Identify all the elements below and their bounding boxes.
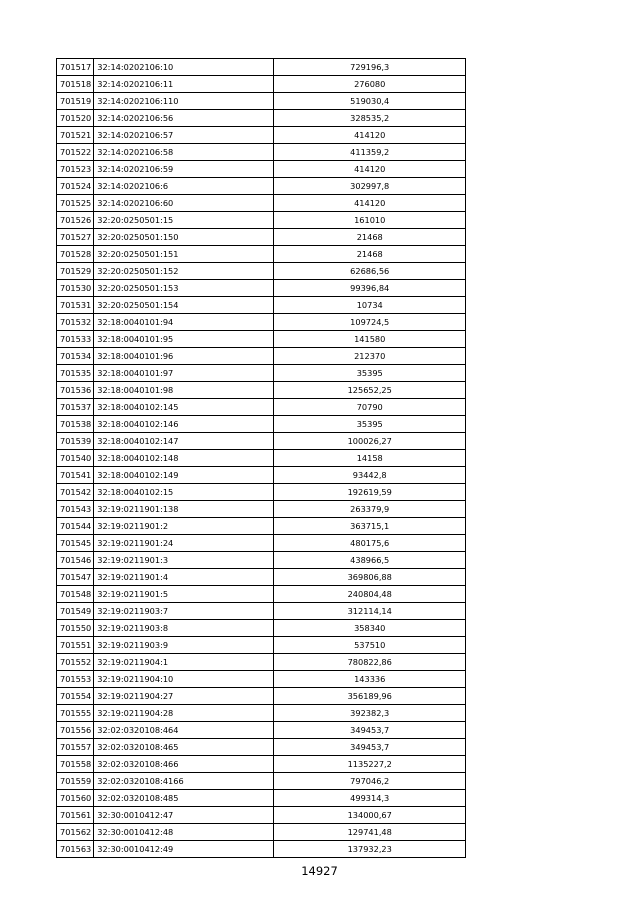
table-row	[57, 841, 466, 858]
value-cell: 240804,48	[274, 586, 466, 603]
value-cell: 93442,8	[274, 467, 466, 484]
table-row	[57, 280, 466, 297]
value-cell: 499314,3	[274, 790, 466, 807]
row-id-cell: 701531	[57, 297, 94, 314]
table-row	[57, 552, 466, 569]
cadastral-number-cell: 32:19:0211901:5	[94, 586, 274, 603]
table-body	[57, 59, 466, 858]
row-id-cell: 701542	[57, 484, 94, 501]
value-cell: 349453,7	[274, 722, 466, 739]
row-id-cell: 701525	[57, 195, 94, 212]
table-row	[57, 807, 466, 824]
cadastral-number-cell: 32:02:0320108:464	[94, 722, 274, 739]
value-cell: 414120	[274, 127, 466, 144]
row-id-cell: 701543	[57, 501, 94, 518]
value-cell: 143336	[274, 671, 466, 688]
row-id-cell: 701541	[57, 467, 94, 484]
cadastral-number-cell: 32:18:0040102:148	[94, 450, 274, 467]
row-id-cell: 701563	[57, 841, 94, 858]
cadastral-number-cell: 32:18:0040101:96	[94, 348, 274, 365]
value-cell: 438966,5	[274, 552, 466, 569]
table-row	[57, 297, 466, 314]
row-id-cell: 701530	[57, 280, 94, 297]
value-cell: 134000,67	[274, 807, 466, 824]
value-cell: 62686,56	[274, 263, 466, 280]
value-cell: 358340	[274, 620, 466, 637]
cadastral-number-cell: 32:18:0040102:146	[94, 416, 274, 433]
value-cell: 35395	[274, 416, 466, 433]
value-cell: 411359,2	[274, 144, 466, 161]
cadastral-number-cell: 32:19:0211904:27	[94, 688, 274, 705]
row-id-cell: 701545	[57, 535, 94, 552]
cadastral-number-cell: 32:19:0211901:4	[94, 569, 274, 586]
row-id-cell: 701558	[57, 756, 94, 773]
table-row	[57, 450, 466, 467]
cadastral-number-cell: 32:14:0202106:110	[94, 93, 274, 110]
row-id-cell: 701524	[57, 178, 94, 195]
row-id-cell: 701552	[57, 654, 94, 671]
cadastral-number-cell: 32:19:0211901:2	[94, 518, 274, 535]
row-id-cell: 701538	[57, 416, 94, 433]
value-cell: 312114,14	[274, 603, 466, 620]
row-id-cell: 701518	[57, 76, 94, 93]
cadastral-number-cell: 32:18:0040102:145	[94, 399, 274, 416]
row-id-cell: 701549	[57, 603, 94, 620]
table-row	[57, 467, 466, 484]
value-cell: 780822,86	[274, 654, 466, 671]
cadastral-number-cell: 32:14:0202106:59	[94, 161, 274, 178]
table-row	[57, 501, 466, 518]
cadastral-number-cell: 32:18:0040102:147	[94, 433, 274, 450]
cadastral-number-cell: 32:19:0211904:28	[94, 705, 274, 722]
value-cell: 414120	[274, 161, 466, 178]
cadastral-number-cell: 32:20:0250501:152	[94, 263, 274, 280]
row-id-cell: 701539	[57, 433, 94, 450]
table-row	[57, 620, 466, 637]
value-cell: 519030,4	[274, 93, 466, 110]
table-row	[57, 518, 466, 535]
value-cell: 363715,1	[274, 518, 466, 535]
cadastral-number-cell: 32:20:0250501:154	[94, 297, 274, 314]
table-row	[57, 365, 466, 382]
table-row	[57, 654, 466, 671]
table-row	[57, 229, 466, 246]
cadastral-number-cell: 32:19:0211901:24	[94, 535, 274, 552]
value-cell: 328535,2	[274, 110, 466, 127]
page-number: 14927	[301, 864, 338, 878]
value-cell: 392382,3	[274, 705, 466, 722]
table-row	[57, 773, 466, 790]
table-row	[57, 331, 466, 348]
row-id-cell: 701557	[57, 739, 94, 756]
table-row	[57, 76, 466, 93]
table-row	[57, 824, 466, 841]
value-cell: 349453,7	[274, 739, 466, 756]
value-cell: 70790	[274, 399, 466, 416]
table-row	[57, 178, 466, 195]
table-row	[57, 314, 466, 331]
cadastral-number-cell: 32:19:0211904:1	[94, 654, 274, 671]
table-row	[57, 433, 466, 450]
table-row	[57, 586, 466, 603]
cadastral-number-cell: 32:14:0202106:11	[94, 76, 274, 93]
row-id-cell: 701532	[57, 314, 94, 331]
cadastral-number-cell: 32:14:0202106:60	[94, 195, 274, 212]
row-id-cell: 701536	[57, 382, 94, 399]
value-cell: 1135227,2	[274, 756, 466, 773]
cadastral-number-cell: 32:18:0040101:97	[94, 365, 274, 382]
cadastral-number-cell: 32:19:0211901:3	[94, 552, 274, 569]
value-cell: 480175,6	[274, 535, 466, 552]
cadastral-value-table	[56, 58, 466, 858]
value-cell: 10734	[274, 297, 466, 314]
value-cell: 100026,27	[274, 433, 466, 450]
cadastral-number-cell: 32:18:0040101:94	[94, 314, 274, 331]
cadastral-number-cell: 32:19:0211903:7	[94, 603, 274, 620]
value-cell: 99396,84	[274, 280, 466, 297]
value-cell: 137932,23	[274, 841, 466, 858]
value-cell: 35395	[274, 365, 466, 382]
table-row	[57, 705, 466, 722]
row-id-cell: 701517	[57, 59, 94, 76]
row-id-cell: 701528	[57, 246, 94, 263]
row-id-cell: 701540	[57, 450, 94, 467]
row-id-cell: 701522	[57, 144, 94, 161]
cadastral-number-cell: 32:20:0250501:15	[94, 212, 274, 229]
cadastral-number-cell: 32:02:0320108:466	[94, 756, 274, 773]
table-row	[57, 484, 466, 501]
row-id-cell: 701544	[57, 518, 94, 535]
value-cell: 14158	[274, 450, 466, 467]
table-row	[57, 144, 466, 161]
cadastral-number-cell: 32:30:0010412:49	[94, 841, 274, 858]
row-id-cell: 701547	[57, 569, 94, 586]
value-cell: 276080	[274, 76, 466, 93]
value-cell: 369806,88	[274, 569, 466, 586]
table-row	[57, 535, 466, 552]
row-id-cell: 701546	[57, 552, 94, 569]
row-id-cell: 701529	[57, 263, 94, 280]
cadastral-number-cell: 32:18:0040102:149	[94, 467, 274, 484]
row-id-cell: 701555	[57, 705, 94, 722]
table-row	[57, 671, 466, 688]
cadastral-number-cell: 32:19:0211904:10	[94, 671, 274, 688]
cadastral-number-cell: 32:14:0202106:57	[94, 127, 274, 144]
value-cell: 129741,48	[274, 824, 466, 841]
table-row	[57, 739, 466, 756]
cadastral-number-cell: 32:30:0010412:48	[94, 824, 274, 841]
table-row	[57, 93, 466, 110]
cadastral-number-cell: 32:18:0040102:15	[94, 484, 274, 501]
value-cell: 141580	[274, 331, 466, 348]
row-id-cell: 701561	[57, 807, 94, 824]
cadastral-number-cell: 32:02:0320108:465	[94, 739, 274, 756]
cadastral-number-cell: 32:19:0211901:138	[94, 501, 274, 518]
value-cell: 537510	[274, 637, 466, 654]
table-row	[57, 722, 466, 739]
row-id-cell: 701535	[57, 365, 94, 382]
cadastral-number-cell: 32:18:0040101:95	[94, 331, 274, 348]
value-cell: 797046,2	[274, 773, 466, 790]
row-id-cell: 701521	[57, 127, 94, 144]
row-id-cell: 701527	[57, 229, 94, 246]
value-cell: 302997,8	[274, 178, 466, 195]
table-row	[57, 790, 466, 807]
table-row	[57, 59, 466, 76]
row-id-cell: 701551	[57, 637, 94, 654]
row-id-cell: 701534	[57, 348, 94, 365]
table-row	[57, 127, 466, 144]
row-id-cell: 701537	[57, 399, 94, 416]
cadastral-number-cell: 32:19:0211903:9	[94, 637, 274, 654]
value-cell: 109724,5	[274, 314, 466, 331]
row-id-cell: 701554	[57, 688, 94, 705]
table-row	[57, 110, 466, 127]
table-row	[57, 399, 466, 416]
cadastral-number-cell: 32:14:0202106:10	[94, 59, 274, 76]
row-id-cell: 701533	[57, 331, 94, 348]
table-row	[57, 416, 466, 433]
row-id-cell: 701550	[57, 620, 94, 637]
table-row	[57, 756, 466, 773]
table-row	[57, 569, 466, 586]
value-cell: 729196,3	[274, 59, 466, 76]
table-row	[57, 382, 466, 399]
row-id-cell: 701560	[57, 790, 94, 807]
row-id-cell: 701519	[57, 93, 94, 110]
table-row	[57, 212, 466, 229]
value-cell: 212370	[274, 348, 466, 365]
table-row	[57, 263, 466, 280]
row-id-cell: 701556	[57, 722, 94, 739]
cadastral-number-cell: 32:20:0250501:153	[94, 280, 274, 297]
cadastral-number-cell: 32:14:0202106:56	[94, 110, 274, 127]
table-row	[57, 161, 466, 178]
table-row	[57, 246, 466, 263]
table-row	[57, 637, 466, 654]
row-id-cell: 701559	[57, 773, 94, 790]
row-id-cell: 701562	[57, 824, 94, 841]
table-row	[57, 688, 466, 705]
value-cell: 161010	[274, 212, 466, 229]
value-cell: 21468	[274, 246, 466, 263]
value-cell: 414120	[274, 195, 466, 212]
row-id-cell: 701520	[57, 110, 94, 127]
table-row	[57, 603, 466, 620]
cadastral-number-cell: 32:18:0040101:98	[94, 382, 274, 399]
cadastral-number-cell: 32:02:0320108:4166	[94, 773, 274, 790]
cadastral-number-cell: 32:30:0010412:47	[94, 807, 274, 824]
value-cell: 192619,59	[274, 484, 466, 501]
cadastral-number-cell: 32:02:0320108:485	[94, 790, 274, 807]
value-cell: 21468	[274, 229, 466, 246]
row-id-cell: 701548	[57, 586, 94, 603]
value-cell: 263379,9	[274, 501, 466, 518]
table-row	[57, 348, 466, 365]
row-id-cell: 701553	[57, 671, 94, 688]
row-id-cell: 701526	[57, 212, 94, 229]
row-id-cell: 701523	[57, 161, 94, 178]
value-cell: 125652,25	[274, 382, 466, 399]
cadastral-number-cell: 32:20:0250501:150	[94, 229, 274, 246]
cadastral-number-cell: 32:20:0250501:151	[94, 246, 274, 263]
cadastral-number-cell: 32:19:0211903:8	[94, 620, 274, 637]
value-cell: 356189,96	[274, 688, 466, 705]
table-row	[57, 195, 466, 212]
cadastral-number-cell: 32:14:0202106:58	[94, 144, 274, 161]
cadastral-number-cell: 32:14:0202106:6	[94, 178, 274, 195]
